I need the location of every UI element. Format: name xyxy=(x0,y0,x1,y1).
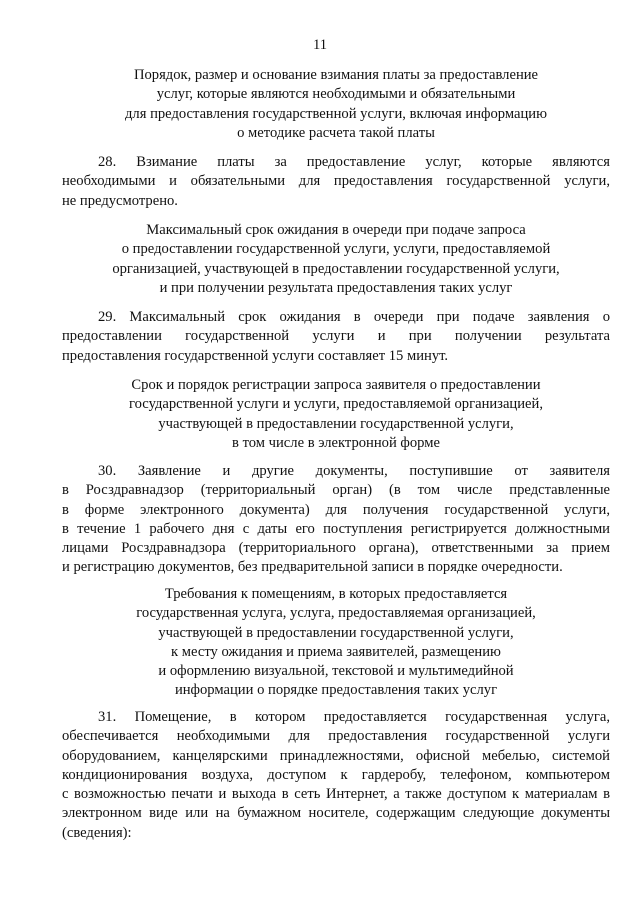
paragraph-line: не предусмотрено. xyxy=(62,192,178,209)
paragraph-line: предоставления государственной услуги составляет 15 минут. xyxy=(62,347,449,364)
paragraph-line: электронном виде или на бумажном носителе, содержащим следующие документы xyxy=(62,805,610,822)
paragraph-30 xyxy=(62,462,610,578)
heading-line: Требования к помещениям, в которых предоставляется xyxy=(164,586,508,602)
heading-line: к месту ожидания и приема заявителей, размещению xyxy=(171,643,501,660)
paragraph-line: 30. Заявление и другие документы, поступившие от заявителя xyxy=(98,463,610,479)
paragraph-line: 28. Взимание платы за предоставление услуг, которые являются xyxy=(98,154,610,170)
paragraph-line: (сведения): xyxy=(62,824,132,841)
heading-line: организацией, участвующей в предоставлении государственной услуги, xyxy=(112,260,560,277)
section-heading-premises xyxy=(62,585,610,701)
section-heading-fees xyxy=(62,66,610,143)
section-heading-queue xyxy=(62,221,610,298)
paragraph-line: в течение 1 рабочего дня с даты его поступления регистрируется должностными xyxy=(62,520,610,537)
heading-line: информации о порядке предоставления таких услуг xyxy=(174,682,498,699)
paragraph-28 xyxy=(62,153,610,211)
paragraph-line: в Росздравнадзор (территориальный орган) (в том числе представленные xyxy=(62,482,610,499)
heading-line: услуг, которые являются необходимыми и обязательными xyxy=(156,86,516,103)
heading-line: и при получении результата предоставления таких услуг xyxy=(159,279,513,296)
paragraph-line: кондиционирования воздуха, доступом к гардеробу, телефоном, компьютером xyxy=(62,766,610,783)
paragraph-line: обеспечивается необходимыми для предоставления государственной услуги xyxy=(62,728,610,745)
paragraph-line: с возможностью печати и выхода в сеть Интернет, а также доступом к материалам в xyxy=(62,786,610,803)
paragraph-line: оборудованием, канцелярскими принадлежностями, офисной мебелью, системой xyxy=(62,747,610,764)
paragraph-line: предоставлении государственной услуги и при получении результата xyxy=(62,328,610,345)
heading-line: для предоставления государственной услуги, включая информацию xyxy=(125,105,547,122)
heading-line: и оформлению визуальной, текстовой и мультимедийной xyxy=(158,663,514,680)
paragraph-line: 29. Максимальный срок ожидания в очереди при подаче заявления о xyxy=(98,309,610,325)
heading-line: государственной услуги и услуги, предоставляемой организацией, xyxy=(129,396,543,413)
heading-line: Максимальный срок ожидания в очереди при подаче запроса xyxy=(146,222,526,238)
heading-line: участвующей в предоставлении государственной услуги, xyxy=(158,624,514,641)
heading-line: Срок и порядок регистрации запроса заявителя о предоставлении xyxy=(131,377,541,393)
paragraph-line: в форме электронного документа) для получения государственной услуги, xyxy=(62,501,610,518)
paragraph-29 xyxy=(62,308,610,366)
paragraph-line: 31. Помещение, в котором предоставляется государственная услуга, xyxy=(98,709,610,725)
heading-line: участвующей в предоставлении государственной услуги, xyxy=(158,415,514,432)
paragraph-line: и регистрацию документов, без предварительной записи в порядке очередности. xyxy=(62,559,563,576)
heading-line: в том числе в электронной форме xyxy=(232,434,440,451)
heading-line: государственная услуга, услуга, предоставляемая организацией, xyxy=(136,605,536,622)
section-heading-registration xyxy=(62,376,610,453)
paragraph-line: лицами Росздравнадзора (территориального органа), ответственными за прием xyxy=(62,540,610,557)
heading-line: о методике расчета такой платы xyxy=(237,124,435,141)
heading-line: о предоставлении государственной услуги, услуги, предоставляемой xyxy=(121,241,551,258)
paragraph-line: необходимыми и обязательными для предоставления государственной услуги, xyxy=(62,173,610,190)
paragraph-31 xyxy=(62,708,610,843)
page-number: 11 xyxy=(312,37,328,53)
heading-line: Порядок, размер и основание взимания платы за предоставление xyxy=(133,67,539,83)
